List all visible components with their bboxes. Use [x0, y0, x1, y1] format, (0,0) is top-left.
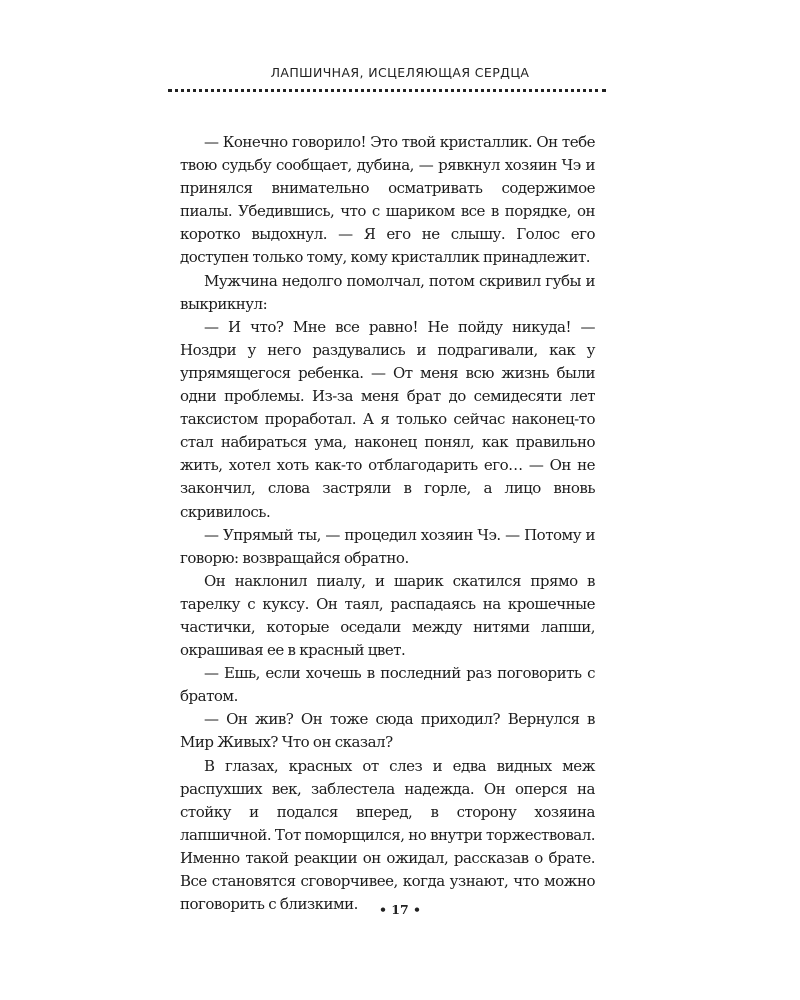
paragraph: — И что? Мне все равно! Не пойду никуда! — Ноздри у него раздувались и подрагивали, как у упрямящегося ребенка. — От меня всю жизнь были одни проблемы. Из-за меня брат до семидесяти лет таксистом проработал. А я только сейчас наконец-то стал набираться ума, наконец понял, как правильно жить, хотел хоть как-то отблагодарить его… — Он не закончил, слова застряли в горле, а лицо вновь скривилось. [180, 317, 595, 521]
header-dotted-rule [168, 89, 606, 92]
page-number: • 17 • [378, 902, 422, 917]
paragraph: — Он жив? Он тоже сюда приходил? Вернулся в Мир Живых? Что он сказал? [180, 710, 595, 752]
paragraph: — Упрямый ты, — процедил хозяин Чэ. — Потому и говорю: возвращайся обратно. [180, 525, 595, 567]
page-body [180, 131, 595, 916]
paragraph: — Конечно говорило! Это твой кристаллик. Он тебе твою судьбу сообщает, дубина, — рявкнул хозяин Чэ и принялся внимательно осматривать содержимое пиалы. Убедившись, что с шариком все в порядке, он коротко выдохнул. — Я его не слышу. Голос его доступен только тому, кому кристаллик принадлежит. [180, 133, 595, 267]
running-header: ЛАПШИЧНАЯ, ИСЦЕЛЯЮЩАЯ СЕРДЦА [270, 65, 530, 80]
paragraph: — Ешь, если хочешь в последний раз поговорить с братом. [180, 664, 595, 706]
paragraph: Мужчина недолго помолчал, потом скривил губы и выкрикнул: [180, 271, 595, 313]
paragraph: Он наклонил пиалу, и шарик скатился прямо в тарелку с куксу. Он таял, распадаясь на крошечные частички, которые оседали между нитями лапши, окрашивая ее в красный цвет. [180, 571, 595, 660]
paragraph: В глазах, красных от слез и едва видных меж распухших век, заблестела надежда. Он оперся на стойку и подался вперед, в сторону хозяина лапшичной. Тот поморщился, но внутри торжествовал. Именно такой реакции он ожидал, рассказав о брате. Все становятся сговорчивее, когда узнают, что можно поговорить с близкими. [180, 756, 595, 914]
